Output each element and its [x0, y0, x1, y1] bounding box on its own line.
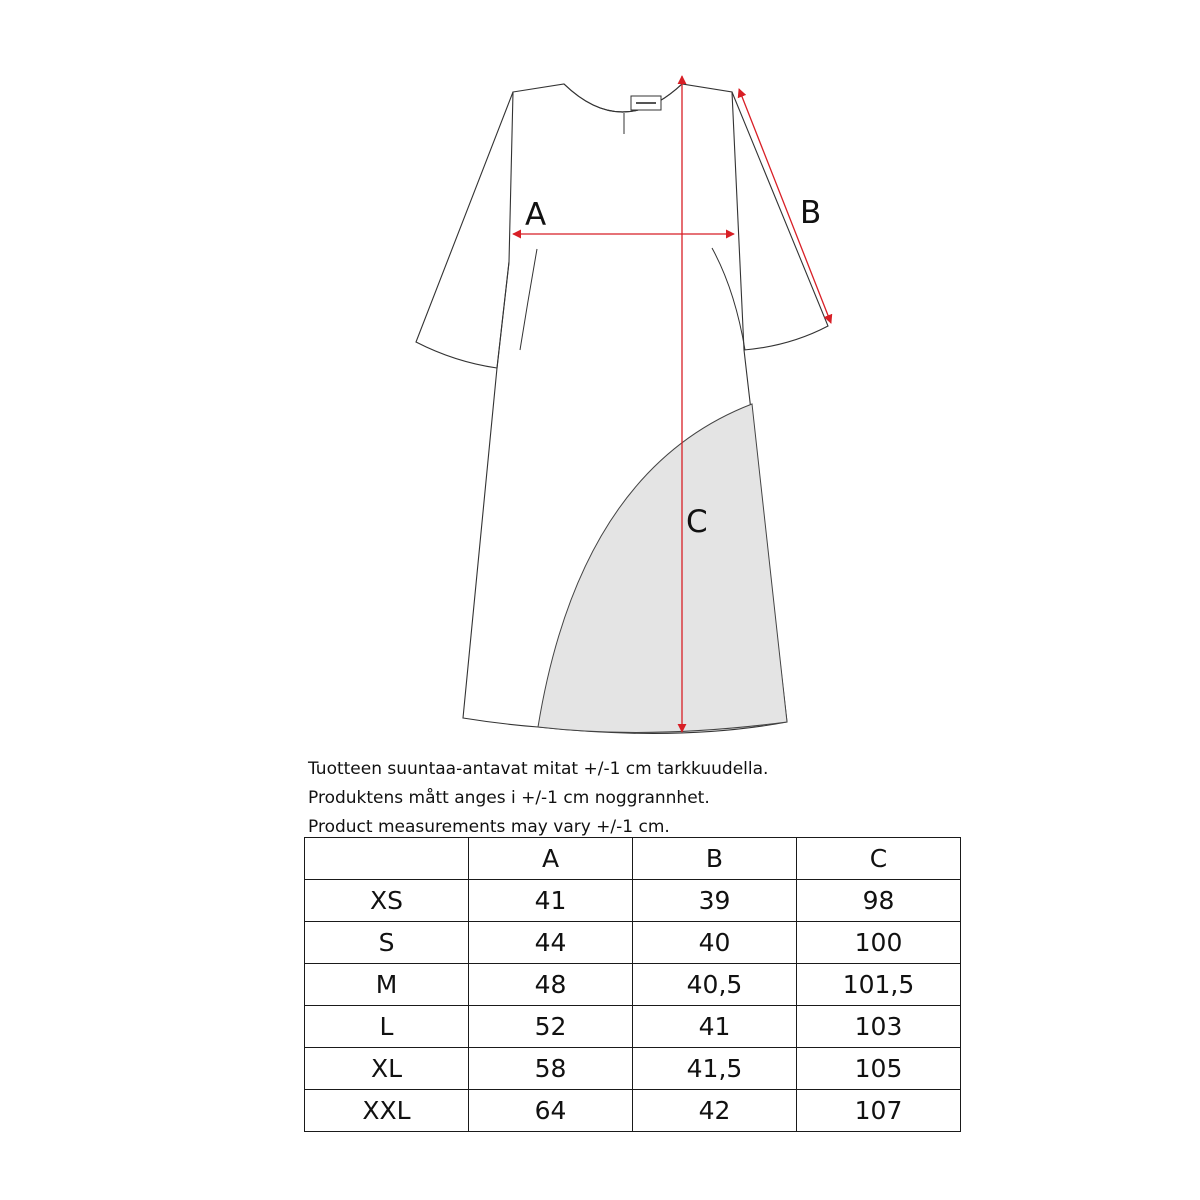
table-row: [305, 880, 961, 922]
measure-b-cell: 39: [633, 880, 797, 922]
measure-a-cell: 48: [469, 964, 633, 1006]
table-header-row: [305, 838, 961, 880]
header-c: C: [797, 838, 961, 880]
header-a: A: [469, 838, 633, 880]
measure-a-cell: 58: [469, 1048, 633, 1090]
note-english: Product measurements may vary +/-1 cm.: [308, 817, 670, 837]
measure-c-label: C: [686, 504, 708, 540]
measure-b-cell: 40,5: [633, 964, 797, 1006]
measure-c-cell: 100: [797, 922, 961, 964]
measure-b-cell: 41,5: [633, 1048, 797, 1090]
measure-b-label: B: [800, 195, 822, 231]
size-cell: XS: [305, 880, 469, 922]
measure-c-cell: 105: [797, 1048, 961, 1090]
measure-c-cell: 103: [797, 1006, 961, 1048]
measure-a-cell: 44: [469, 922, 633, 964]
measure-a-label: A: [525, 197, 547, 233]
measure-b-cell: 41: [633, 1006, 797, 1048]
size-cell: XXL: [305, 1090, 469, 1132]
size-cell: XL: [305, 1048, 469, 1090]
table-row: [305, 1048, 961, 1090]
table-row: [305, 964, 961, 1006]
table-row: [305, 922, 961, 964]
table-row: [305, 1090, 961, 1132]
measure-a-cell: 41: [469, 880, 633, 922]
measure-a-cell: 52: [469, 1006, 633, 1048]
measurement-notes: [308, 755, 1008, 842]
header-b: B: [633, 838, 797, 880]
note-swedish: Produktens mått anges i +/-1 cm noggrannhet.: [308, 788, 710, 808]
size-cell: L: [305, 1006, 469, 1048]
measure-b-cell: 42: [633, 1090, 797, 1132]
measure-c-cell: 101,5: [797, 964, 961, 1006]
table-row: [305, 1006, 961, 1048]
size-cell: M: [305, 964, 469, 1006]
size-table: [304, 837, 961, 1132]
measure-c-cell: 98: [797, 880, 961, 922]
measure-a-cell: 64: [469, 1090, 633, 1132]
header-size: [305, 838, 469, 880]
measure-b-cell: 40: [633, 922, 797, 964]
measure-c-cell: 107: [797, 1090, 961, 1132]
note-finnish: Tuotteen suuntaa-antavat mitat +/-1 cm tarkkuudella.: [308, 759, 769, 779]
left-sleeve: [416, 92, 513, 368]
size-cell: S: [305, 922, 469, 964]
